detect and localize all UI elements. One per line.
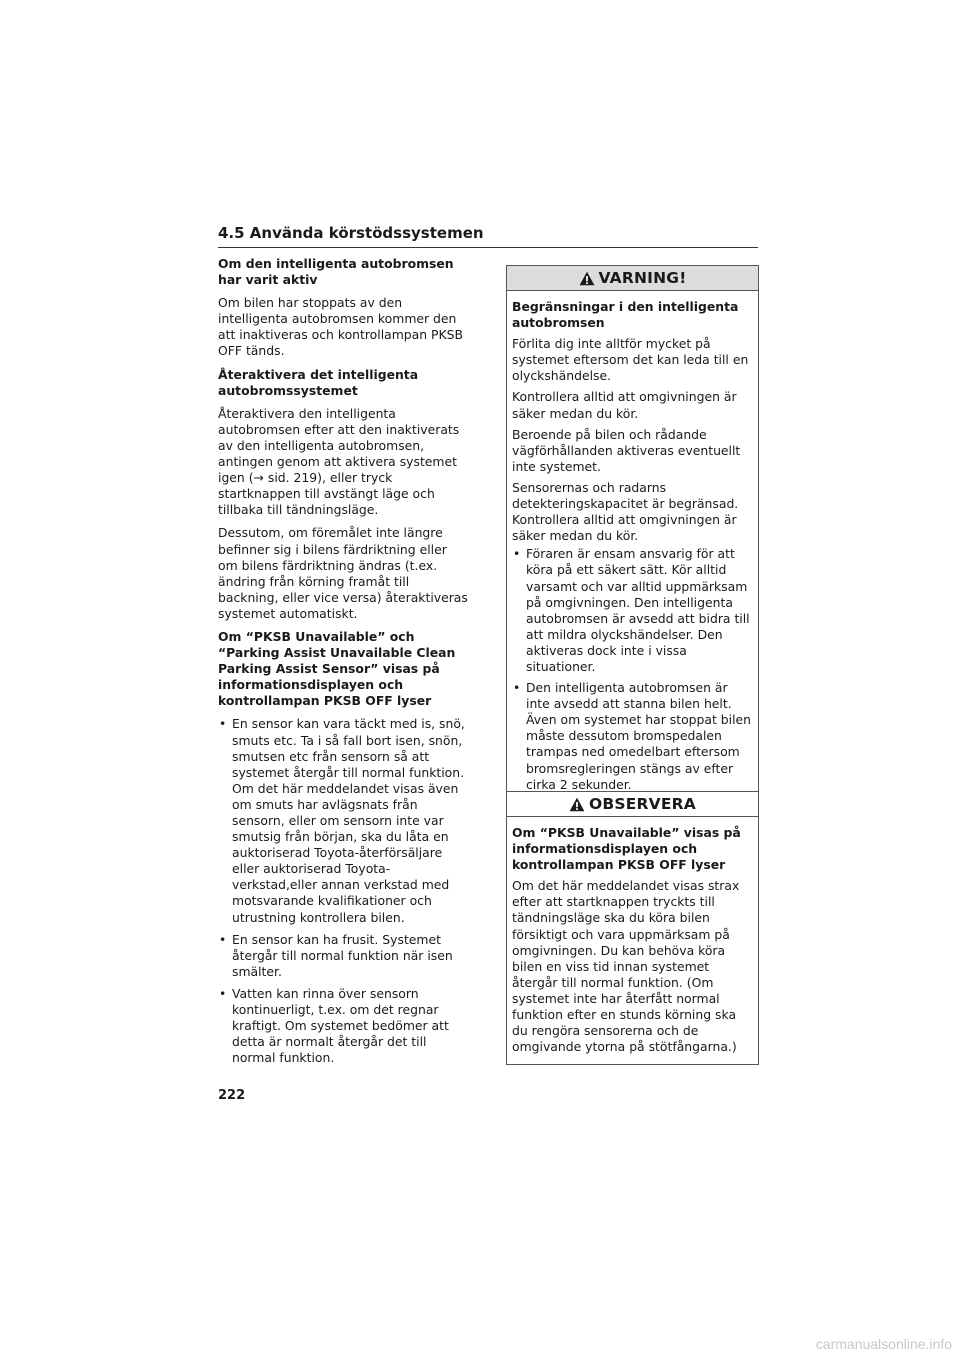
notice-header xyxy=(507,792,758,817)
paragraph-autobrake-stopped: Om bilen har stoppats av den intelligenta autobromsen kommer den att inaktiveras och kontrollampan PKSB OFF tänds. xyxy=(218,295,464,359)
notice-paragraph: Om det här meddelandet visas strax efter att startknappen tryckts till tändningsläge ska du köra bilen försiktigt och vara uppmärksam på omgivningen. Du kan behöva köra bilen en viss tid innan systemet återgår till normal funktion. (Om systemet inte har återfått normal funktion efter en stunds körning ska du rengöra sensorerna och de omgivande ytorna på stötfångarna.) xyxy=(512,878,740,1055)
list-item: • Föraren är ensam ansvarig för att köra på ett säkert sätt. Kör alltid varsamt och var alltid uppmärksam på omgivningen. Den intelligenta autobromsen är avsedd att bidra till att mildra olyckshändelser. Den aktiveras dock inte i vissa situationer. xyxy=(512,546,753,675)
notice-body xyxy=(507,817,758,1064)
notice-alert-icon xyxy=(569,797,585,812)
list-item: • Den intelligenta autobromsen är inte avsedd att stanna bilen helt. Även om systemet har stoppat bilen måste dessutom bromspedalen trampas ned omedelbart eftersom bromsregleringen stängs av efter cirka 2 sekunder. xyxy=(512,680,753,793)
warning-paragraph: Förlita dig inte alltför mycket på systemet eftersom det kan leda till en olyckshändelse. xyxy=(512,336,749,384)
list-item: • En sensor kan ha frusit. Systemet återgår till normal funktion när isen smälter. xyxy=(218,932,470,980)
section-header: 4.5 Använda körstödssystemen xyxy=(218,224,758,248)
watermark: carmanualsonline.info xyxy=(815,1336,952,1352)
notice-box xyxy=(506,791,759,1065)
warning-bullet-list xyxy=(512,546,753,792)
warning-paragraph: Sensorernas och radarns detekteringskapacitet är begränsad. Kontrollera alltid att omgivningen är säker medan du kör. xyxy=(512,479,739,544)
notice-title: OBSERVERA xyxy=(589,794,696,813)
list-item: • Vatten kan rinna över sensorn kontinuerligt, t.ex. om det regnar kraftigt. Om systemet bedömer att detta är normalt återgår det till normal funktion. xyxy=(218,986,470,1066)
heading-pksb-unavailable: Om “PKSB Unavailable” och “Parking Assist Unavailable Clean Parking Assist Sensor” visas på informationsdisplayen och kontrollampan PKSB OFF lyser xyxy=(218,628,456,709)
warning-paragraph: Beroende på bilen och rådande vägförhållanden aktiveras eventuellt inte systemet. xyxy=(512,426,741,474)
list-item: • En sensor kan vara täckt med is, snö, smuts etc. Ta i så fall bort isen, snön, smutsen etc från sensorn så att systemet återgår till normal funktion. Om det här meddelandet visas även om smuts har avlägsnats från sensorn, eller om sensorn inte var smutsig från början, ska du låta en auktoriserad Toyota-återförsäljare eller auktoriserad Toyota-verkstad,eller annan verkstad med motsvarande kvalifikationer och utrustning kontrollera bilen. xyxy=(218,716,470,925)
warning-header xyxy=(507,266,758,291)
left-column xyxy=(218,256,470,1073)
paragraph-reactivate: Återaktivera den intelligenta autobromsen efter att den inaktiverats av den intelligenta autobromsen, antingen genom att aktivera systemet igen (→ sid. 219), eller tryck startknappen till avstängt läge och tillbaka till tändningsläge. xyxy=(218,405,460,518)
warning-triangle-icon xyxy=(579,271,595,286)
warning-body xyxy=(507,291,758,804)
page-number: 222 xyxy=(218,1088,246,1103)
sensor-bullet-list xyxy=(218,716,470,1066)
warning-paragraph: Kontrollera alltid att omgivningen är säker medan du kör. xyxy=(512,389,737,421)
warning-box xyxy=(506,265,759,805)
warning-heading: Begränsningar i den intelligenta autobromsen xyxy=(512,299,739,331)
paragraph-auto-reactivate: Dessutom, om föremålet inte längre befinner sig i bilens färdriktning eller om bilens färdriktning ändras (t.ex. ändring från körning framåt till backning, eller vice versa) återaktiveras systemet automatiskt. xyxy=(218,525,468,621)
heading-autobrake-active: Om den intelligenta autobromsen har varit aktiv xyxy=(218,256,454,288)
warning-title: VARNING! xyxy=(598,268,687,287)
heading-reactivate: Återaktivera det intelligenta autobromssystemet xyxy=(218,366,419,398)
notice-heading: Om “PKSB Unavailable” visas på informationsdisplayen och kontrollampan PKSB OFF lyser xyxy=(512,825,741,873)
